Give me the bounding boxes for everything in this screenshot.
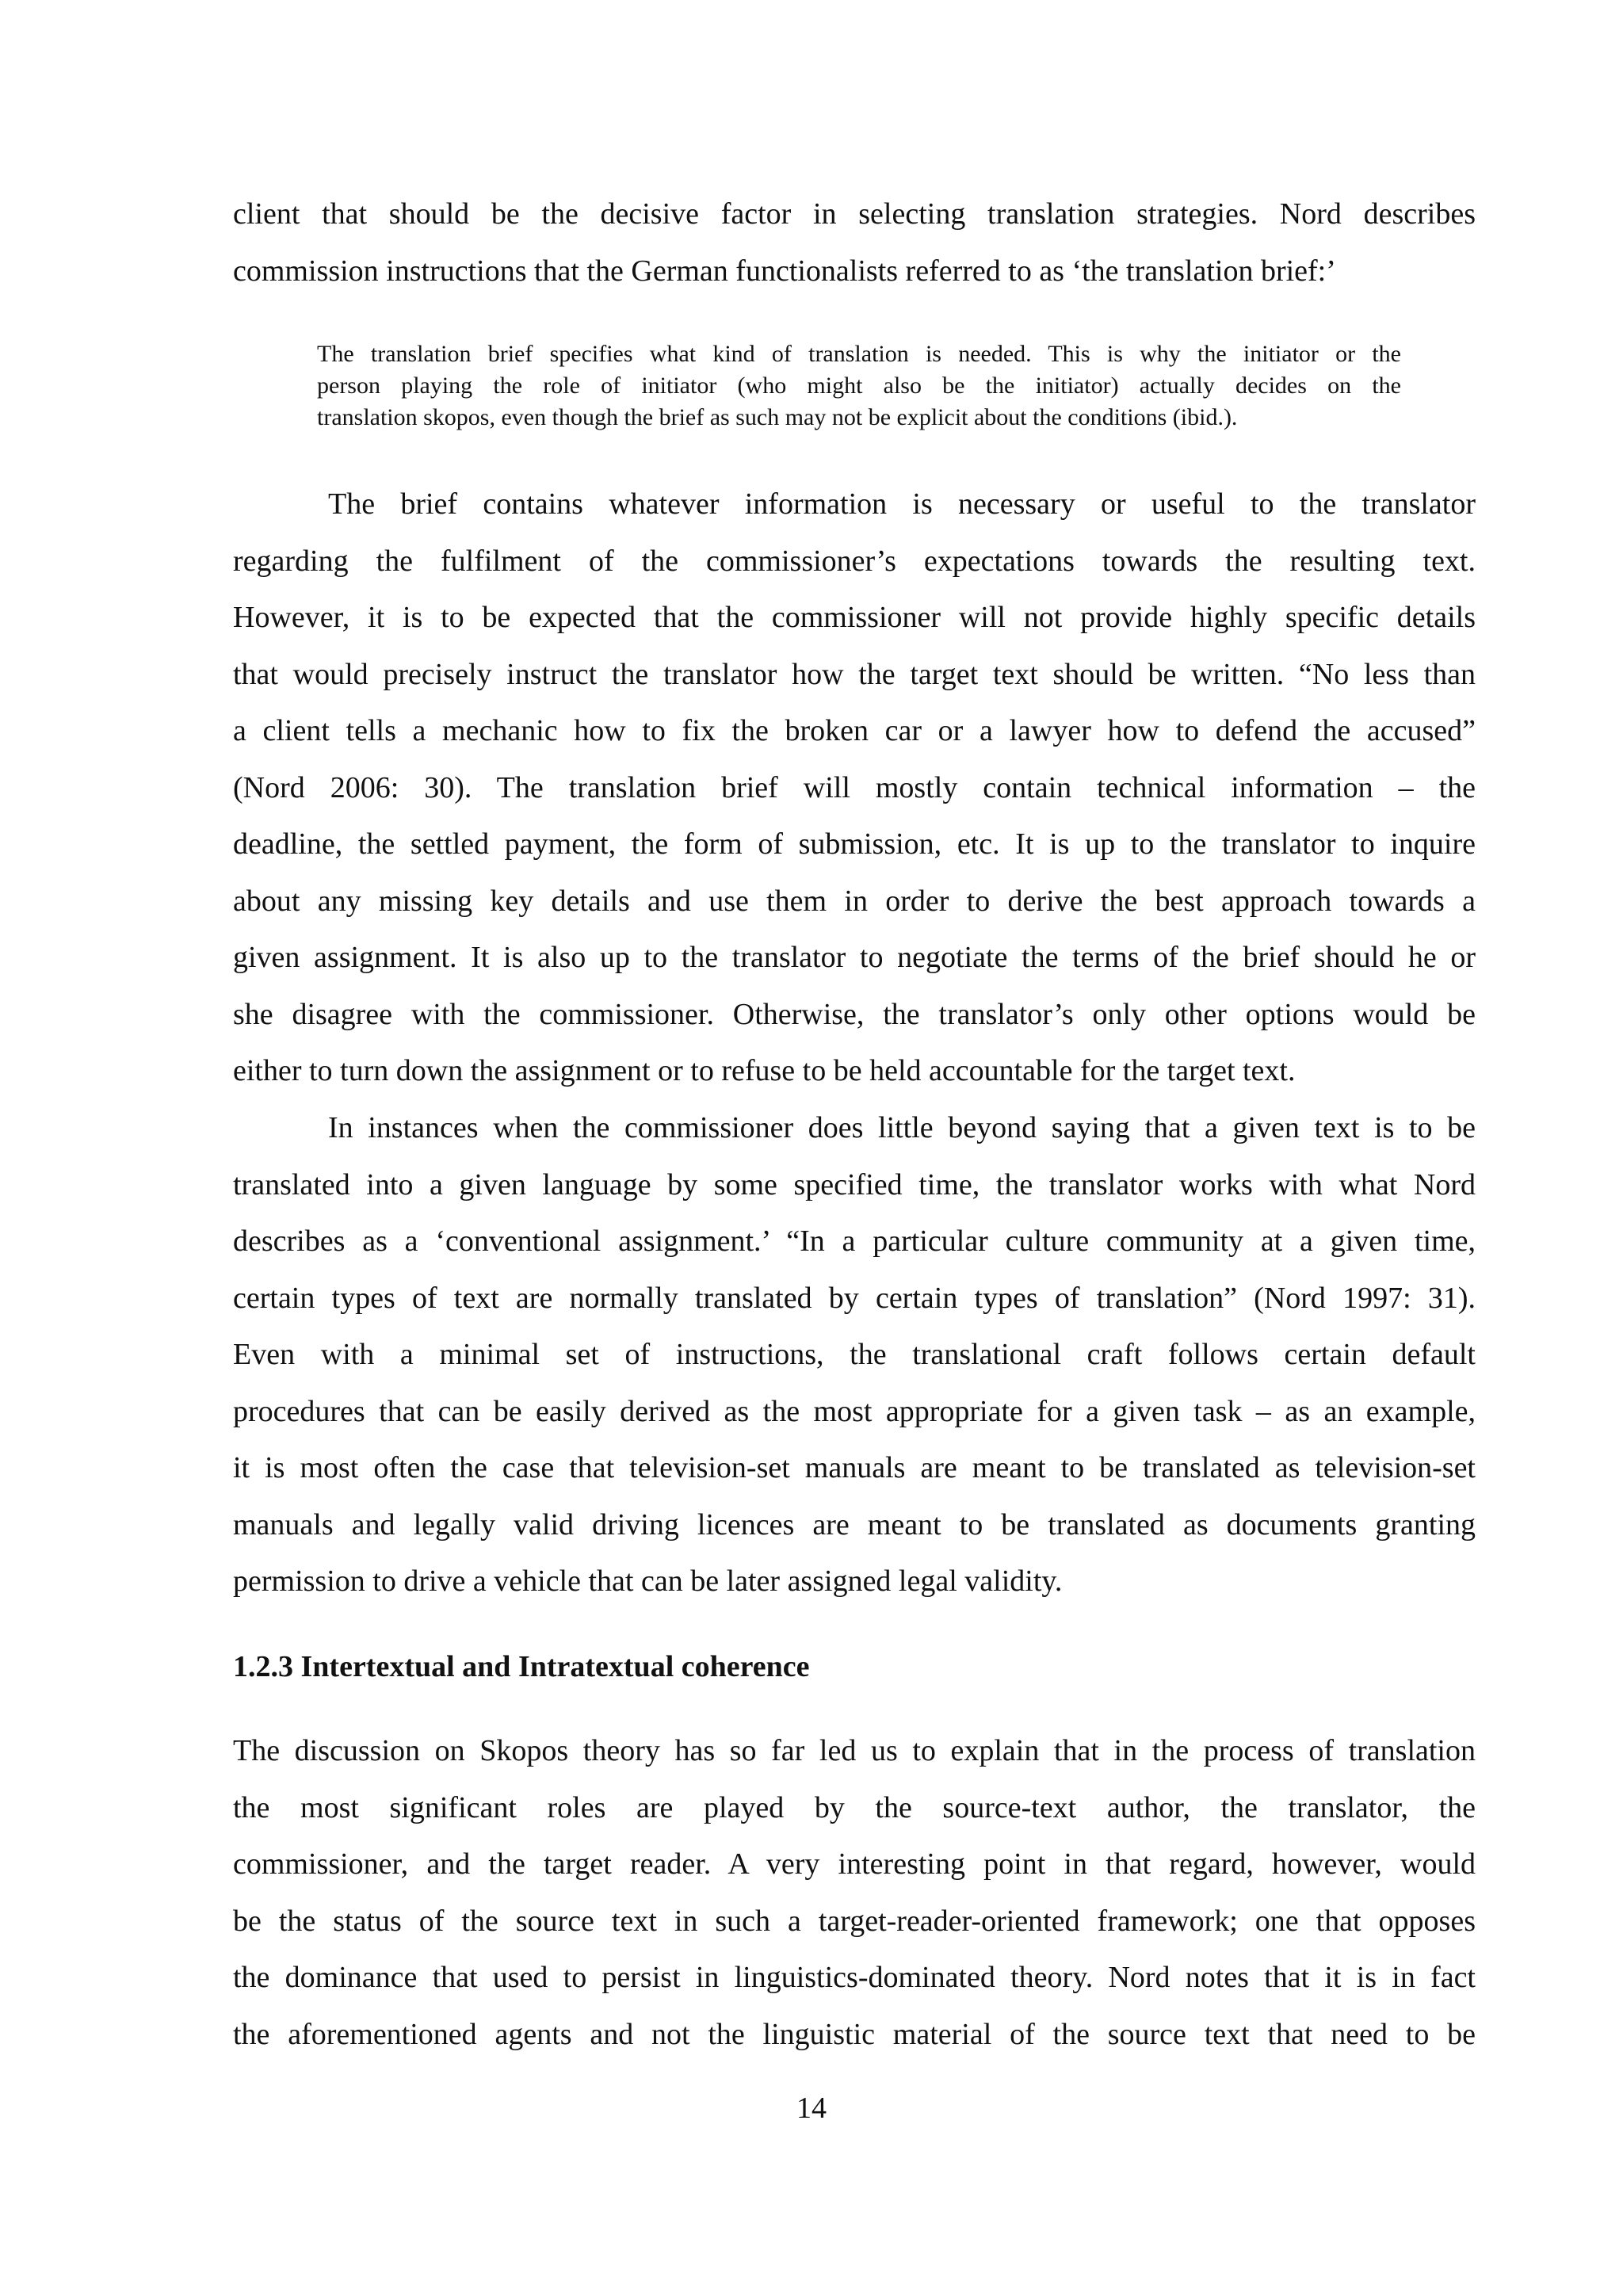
text-line: In instances when the commissioner does little beyond saying that a given text is to be (328, 1111, 1476, 1144)
text-line: describes as a ‘conventional assignment.’ “In a particular culture community at a given time, (233, 1224, 1476, 1258)
text-line: Even with a minimal set of instructions, the translational craft follows certain default (233, 1338, 1476, 1371)
block-quote (317, 338, 1401, 434)
text-line: it is most often the case that television-set manuals are meant to be translated as television-set (233, 1451, 1476, 1484)
text-line: deadline, the settled payment, the form of submission, etc. It is up to the translator to inquire (233, 827, 1476, 861)
text-line: manuals and legally valid driving licences are meant to be translated as documents granting (233, 1507, 1476, 1541)
text-line: a client tells a mechanic how to fix the broken car or a lawyer how to defend the accused” (233, 714, 1476, 747)
text-line: the most significant roles are played by the source-text author, the translator, the (233, 1790, 1476, 1824)
text-line: she disagree with the commissioner. Otherwise, the translator’s only other options would be (233, 997, 1476, 1031)
paragraph-conventional-assignment (233, 1100, 1476, 1610)
text-line: that would precisely instruct the translator how the target text should be written. “No less than (233, 657, 1476, 691)
text-line: commissioner, and the target reader. A very interesting point in that regard, however, would (233, 1847, 1476, 1881)
page-number: 14 (796, 2092, 827, 2125)
text-line: translated into a given language by some specified time, the translator works with what Nord (233, 1167, 1476, 1201)
text-line: regarding the fulfilment of the commissioner’s expectations towards the resulting text. (233, 544, 1476, 578)
text-line: the dominance that used to persist in linguistics-dominated theory. Nord notes that it is in fact (233, 1961, 1476, 1994)
section-heading: 1.2.3 Intertextual and Intratextual coherence (233, 1650, 810, 1683)
quote-line: person playing the role of initiator (who might also be the initiator) actually decides on the (317, 372, 1401, 399)
text-line: be the status of the source text in such a target-reader-oriented framework; one that opposes (233, 1904, 1476, 1938)
quote-line: translation skopos, even though the brief as such may not be explicit about the conditions (ibid.). (317, 404, 1238, 430)
text-line: However, it is to be expected that the commissioner will not provide highly specific details (233, 601, 1476, 634)
text-line: permission to drive a vehicle that can be later assigned legal validity. (233, 1564, 1063, 1598)
text-line: the aforementioned agents and not the linguistic material of the source text that need to be (233, 2017, 1476, 2051)
paragraph-skopos-theory (233, 1723, 1476, 2063)
text-line: given assignment. It is also up to the translator to negotiate the terms of the brief should he or (233, 941, 1476, 974)
text-line: certain types of text are normally translated by certain types of translation” (Nord 1997: 31). (233, 1281, 1476, 1315)
text-line: The brief contains whatever information is necessary or useful to the translator (328, 487, 1476, 521)
text-line: commission instructions that the German functionalists referred to as ‘the translation brief:’ (233, 254, 1336, 288)
paragraph-translation-brief (233, 476, 1476, 1100)
text-line: about any missing key details and use them in order to derive the best approach towards a (233, 884, 1476, 918)
text-line: The discussion on Skopos theory has so far led us to explain that in the process of translation (233, 1734, 1476, 1767)
text-line: (Nord 2006: 30). The translation brief will mostly contain technical information – the (233, 770, 1476, 804)
quote-line: The translation brief specifies what kind of translation is needed. This is why the initiator or the (317, 341, 1401, 367)
text-line: procedures that can be easily derived as the most appropriate for a given task – as an example, (233, 1394, 1476, 1428)
intro-paragraph (233, 186, 1476, 300)
text-line: client that should be the decisive factor in selecting translation strategies. Nord describes (233, 197, 1476, 231)
text-line: either to turn down the assignment or to refuse to be held accountable for the target text. (233, 1054, 1296, 1087)
